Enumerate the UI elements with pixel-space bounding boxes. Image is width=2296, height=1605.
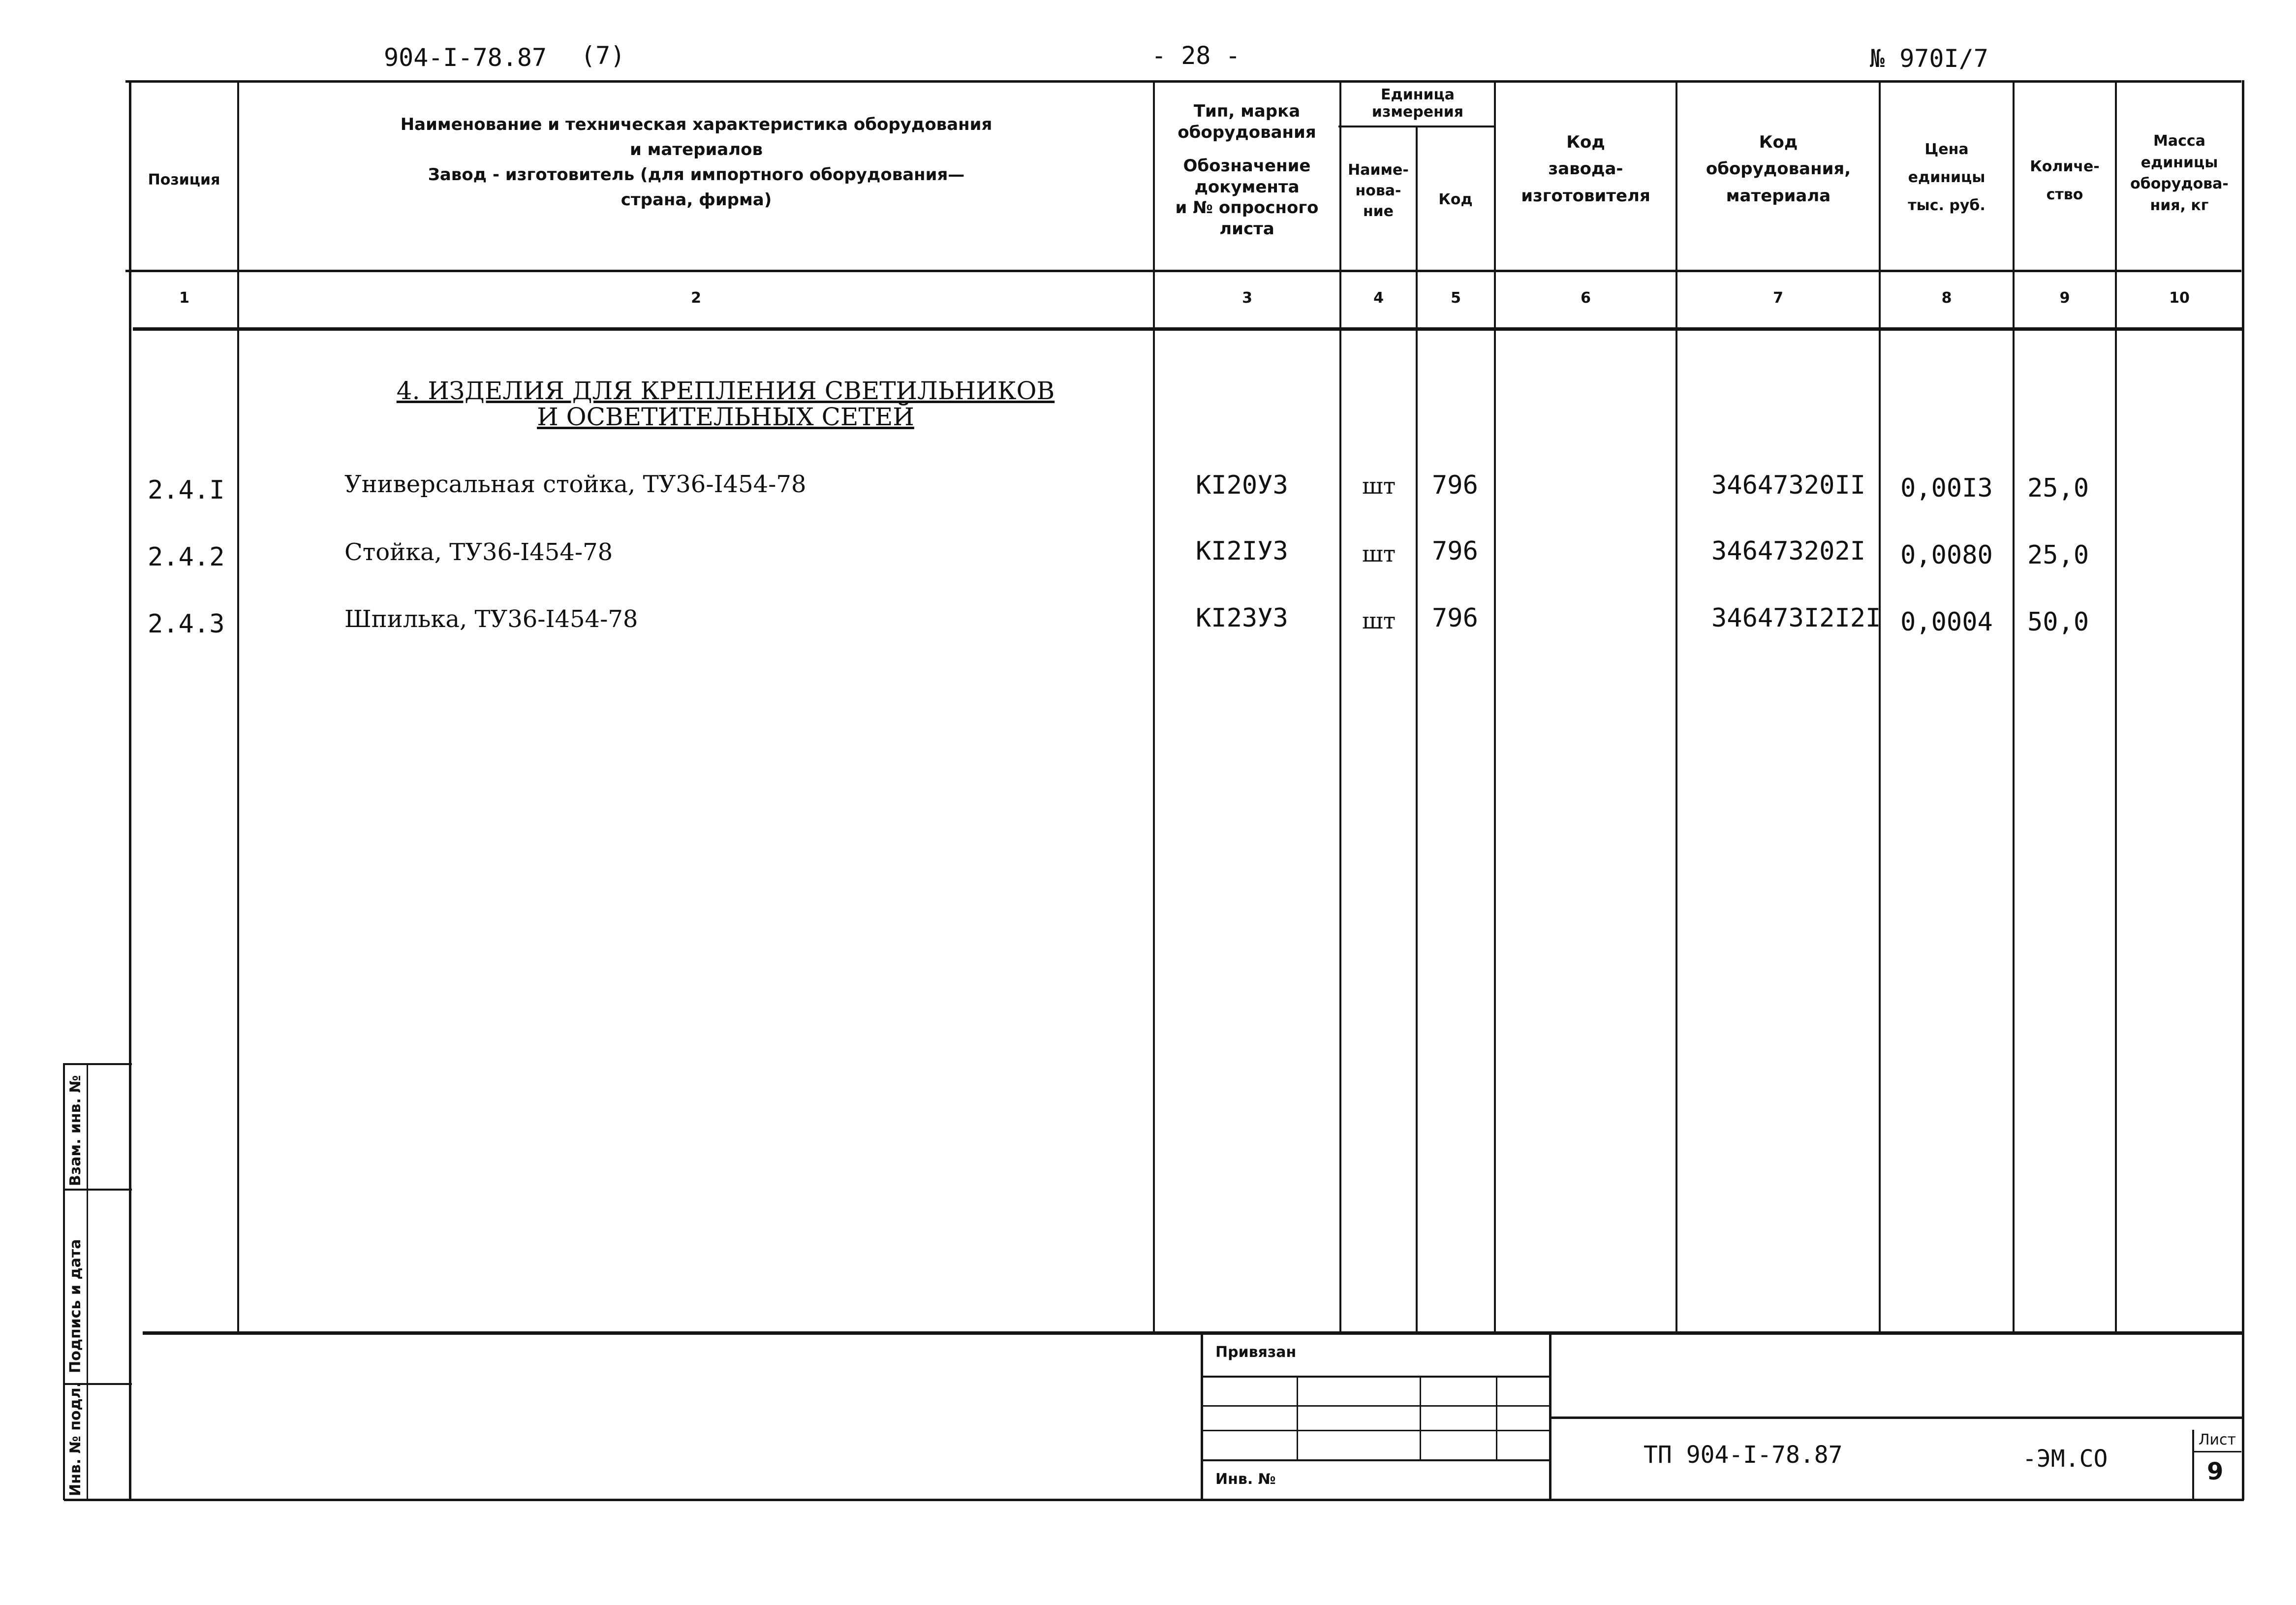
sheet-number: 9	[2207, 1458, 2224, 1485]
header-name: Наименование и техническая характеристика оборудования и материалов Завод - изготовитель (для импортного оборудования— страна, фирма)	[400, 115, 993, 210]
column-number: 1	[179, 289, 189, 307]
row-position: 2.4.3	[148, 609, 225, 639]
header-factory-code: Код завода- изготовителя	[1521, 132, 1650, 206]
title-block-code: -ЭМ.СО	[2022, 1445, 2108, 1473]
header-unit-code: Код	[1438, 191, 1473, 208]
column-number: 2	[691, 289, 701, 307]
section-title: 4. ИЗДЕЛИЯ ДЛЯ КРЕПЛЕНИЯ СВЕТИЛЬНИКОВ И ОСВЕТИТЕЛЬНЫХ СЕТЕЙ	[396, 377, 1055, 431]
document-number: № 970I/7	[1870, 44, 1988, 73]
row-equipment-code: 34647320II	[1711, 471, 1866, 500]
sheet-label: Лист	[2199, 1431, 2236, 1448]
column-number: 10	[2169, 289, 2190, 307]
side-label-replaces: Взам. инв. №	[67, 1075, 84, 1186]
column-number: 6	[1581, 289, 1591, 307]
row-equipment-code: 346473202I	[1711, 536, 1866, 566]
title-block-designation: ТП 904-I-78.87	[1644, 1441, 1843, 1469]
header-unit: Единица измерения	[1371, 86, 1464, 121]
header-price: Цена единицы тыс. руб.	[1908, 141, 1986, 214]
column-number: 9	[2059, 289, 2070, 307]
row-unit-code: 796	[1432, 536, 1478, 566]
column-number: 3	[1242, 289, 1252, 307]
row-price: 0,0080	[1900, 540, 1993, 570]
row-position: 2.4.I	[148, 475, 225, 505]
header-unit-name: Наиме- нова- ние	[1348, 161, 1409, 220]
header-position: Позиция	[148, 171, 220, 189]
header-equipment-code: Код оборудования, материала	[1706, 132, 1851, 206]
page-number: - 28 -	[1151, 41, 1241, 70]
column-number: 5	[1451, 289, 1461, 307]
doc-code: 904-I-78.87	[384, 43, 547, 72]
row-quantity: 50,0	[2027, 607, 2089, 637]
side-label-inventory: Инв. № подл.	[67, 1382, 84, 1496]
row-type: KI20У3	[1196, 471, 1288, 500]
header-mass: Масса единицы оборудова- ния, кг	[2130, 132, 2229, 214]
row-position: 2.4.2	[148, 542, 225, 572]
row-name: Универсальная стойка, ТУ36-I454-78	[344, 471, 807, 498]
row-unit-code: 796	[1432, 603, 1478, 633]
column-number: 4	[1373, 289, 1384, 307]
stamp-inventory-label: Инв. №	[1215, 1471, 1276, 1488]
column-number: 8	[1941, 289, 1952, 307]
row-unit-code: 796	[1432, 471, 1478, 500]
column-number: 7	[1773, 289, 1783, 307]
row-name: Стойка, ТУ36-I454-78	[344, 538, 613, 566]
row-price: 0,0004	[1900, 607, 1993, 637]
row-unit: шт	[1362, 607, 1396, 634]
row-name: Шпилька, ТУ36-I454-78	[344, 605, 638, 633]
side-label-signature: Подпись и дата	[67, 1239, 84, 1373]
stamp-bound-label: Привязан	[1215, 1344, 1297, 1361]
header-quantity: Количе- ство	[2030, 158, 2100, 203]
row-quantity: 25,0	[2027, 540, 2089, 570]
row-price: 0,00I3	[1900, 473, 1993, 503]
row-quantity: 25,0	[2027, 473, 2089, 503]
row-type: KI23У3	[1196, 603, 1288, 633]
row-equipment-code: 346473I2I2I	[1711, 603, 1881, 633]
part-number: (7)	[581, 41, 625, 70]
header-type: Тип, марка оборудования Обозначение документа и № опросного листа	[1175, 101, 1319, 239]
row-unit: шт	[1362, 540, 1396, 567]
row-unit: шт	[1362, 472, 1396, 499]
row-type: KI2IУ3	[1196, 536, 1288, 566]
